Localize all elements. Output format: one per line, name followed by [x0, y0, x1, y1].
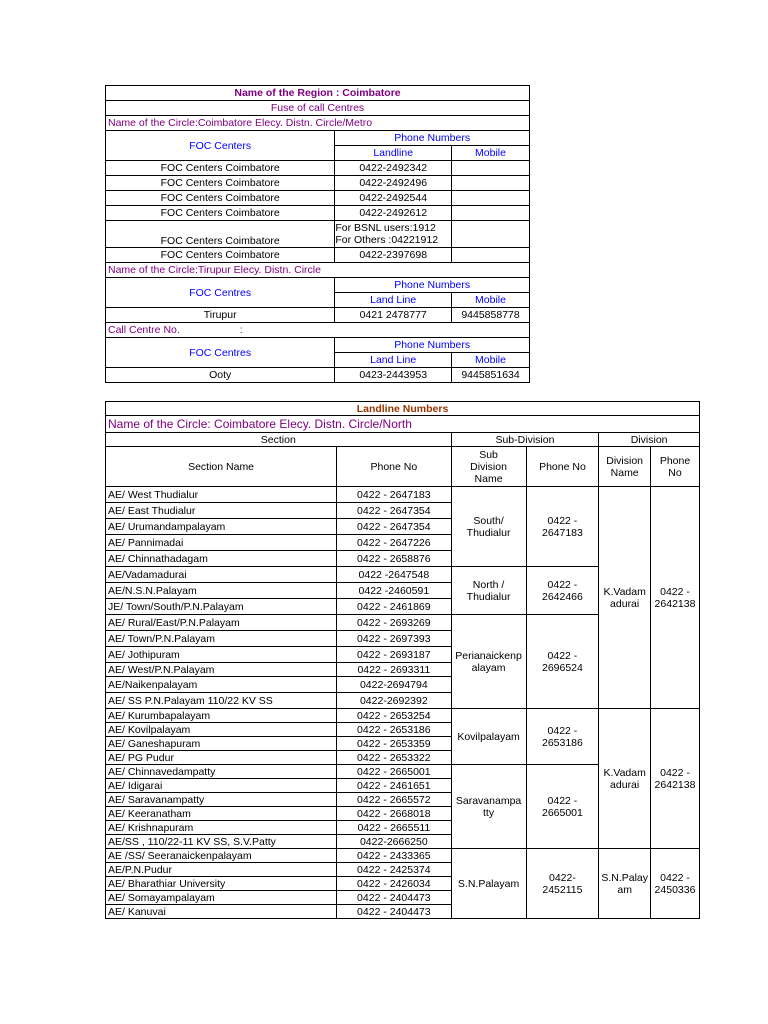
table-row — [106, 206, 530, 221]
section-name: AE/SS , 110/22-11 KV SS, S.V.Patty — [106, 835, 337, 849]
foc-centres-header: FOC Centres — [106, 278, 335, 308]
section-name: AE/ Chinnavedampatty — [106, 765, 337, 779]
cell-line: 2642138 — [654, 778, 696, 791]
section-phone: 0422 - 2647183 — [337, 487, 451, 503]
cell-line: 0422 - — [547, 578, 578, 591]
cell-line: alayam — [471, 661, 506, 674]
section-phone: 0422 - 2693269 — [337, 615, 451, 631]
ooty-name: Ooty — [106, 368, 335, 383]
section-phone: 0422 - 2433365 — [337, 849, 451, 863]
section-name: AE/ West Thudialur — [106, 487, 337, 503]
foc-centres-header: FOC Centres — [106, 338, 335, 368]
ooty-landline: 0423-2443953 — [335, 368, 452, 383]
section-phone: 0422-2692392 — [337, 693, 451, 709]
cell-line: 0422 - — [547, 649, 578, 662]
phone-numbers-header: Phone Numbers — [335, 131, 530, 146]
north-circle-table — [105, 401, 700, 919]
phone-numbers-header: Phone Numbers — [335, 278, 530, 293]
section-phone: 0422 - 2653186 — [337, 723, 451, 737]
subdivision-name — [451, 849, 526, 919]
cell-line: 2450336 — [654, 883, 696, 896]
subdivision-phone — [526, 765, 599, 849]
subdivision-name — [451, 765, 526, 849]
section-name: AE/ Urumandampalayam — [106, 519, 337, 535]
division-name — [599, 709, 651, 849]
section-phone: 0422 - 2693311 — [337, 663, 451, 677]
section-name: AE/ Jothipuram — [106, 647, 337, 663]
section-name: AE/ Kanuvai — [106, 905, 337, 919]
subdivision-phone — [526, 849, 599, 919]
foc-landline: 0422-2492612 — [335, 206, 452, 221]
division-phone — [651, 849, 700, 919]
section-phone: 0422 - 2404473 — [337, 905, 451, 919]
section-phone: 0422 - 2668018 — [337, 807, 451, 821]
tirupur-name: Tirupur — [106, 308, 335, 323]
cell-line: Perianaickenp — [455, 649, 522, 662]
foc-mobile — [452, 191, 530, 206]
section-phone: 0422 - 2653322 — [337, 751, 451, 765]
division-name — [599, 849, 651, 919]
section-name: AE/ East Thudialur — [106, 503, 337, 519]
header-line: Division — [470, 460, 507, 473]
subdivision-header: Sub-Division — [451, 433, 599, 447]
subdivision-phone-header: Phone No — [526, 447, 599, 487]
section-phone: 0422 - 2665572 — [337, 793, 451, 807]
cell-line: 2665001 — [541, 806, 583, 819]
region-title: Name of the Region : Coimbatore — [106, 86, 530, 101]
subdivision-phone — [526, 709, 599, 765]
section-name: AE/ Chinnathadagam — [106, 551, 337, 567]
ooty-mobile: 9445851634 — [452, 368, 530, 383]
header-line: Name — [474, 472, 503, 485]
cell-line: 2642138 — [654, 597, 696, 610]
division-phone-header — [651, 447, 700, 487]
header-line: Sub — [479, 448, 498, 461]
subdivision-name — [451, 487, 526, 567]
cell-line: 0422 - — [660, 585, 690, 598]
section-phone: 0422 - 2658876 — [337, 551, 451, 567]
cell-line: adurai — [610, 597, 640, 610]
cell-line: 0422 - — [660, 871, 690, 884]
header-line: Name — [610, 466, 639, 479]
cell-line: S.N.Palay — [601, 871, 648, 884]
division-header: Division — [599, 433, 700, 447]
table-row — [106, 191, 530, 206]
foc-mobile — [452, 221, 530, 248]
cell-line: tty — [483, 806, 495, 819]
section-name-header: Section Name — [106, 447, 337, 487]
section-phone: 0422 - 2647226 — [337, 535, 451, 551]
section-phone: 0422 - 2697393 — [337, 631, 451, 647]
section-phone: 0422 - 2647354 — [337, 503, 451, 519]
section-name: AE /SS/ Seeranaickenpalayam — [106, 849, 337, 863]
foc-landline: 0422-2492342 — [335, 161, 452, 176]
call-centre-colon: : — [239, 324, 243, 336]
region-subtitle: Fuse of call Centres — [106, 101, 530, 116]
section-name: AE/ Idigarai — [106, 779, 337, 793]
header-line: No — [668, 466, 682, 479]
foc-center-name: FOC Centers Coimbatore — [106, 248, 335, 263]
section-phone: 0422 - 2461869 — [337, 599, 451, 615]
table-row — [106, 161, 530, 176]
table-row — [106, 176, 530, 191]
section-header: Section — [106, 433, 452, 447]
section-phone: 0422 -2647548 — [337, 567, 451, 583]
cell-line: 2647183 — [541, 526, 583, 539]
cell-line: K.Vadam — [603, 766, 646, 779]
subdivision-name-header — [451, 447, 526, 487]
foc-center-name: FOC Centers Coimbatore — [106, 161, 335, 176]
cell-line: 0422 - — [547, 514, 578, 527]
section-name: AE/ Rural/East/P.N.Palayam — [106, 615, 337, 631]
division-name-header — [599, 447, 651, 487]
section-phone: 0422 - 2665511 — [337, 821, 451, 835]
circle-north-heading: Name of the Circle: Coimbatore Elecy. Distn. Circle/North — [106, 416, 700, 433]
cell-line: Saravanampa — [455, 794, 522, 807]
cell-line: Kovilpalayam — [457, 730, 520, 743]
foc-center-name: FOC Centers Coimbatore — [106, 191, 335, 206]
section-phone: 0422 -2460591 — [337, 583, 451, 599]
foc-landline — [335, 221, 452, 248]
tirupur-landline: 0421 2478777 — [335, 308, 452, 323]
cell-line: Thudialur — [466, 526, 511, 539]
mobile-header: Mobile — [452, 293, 530, 308]
section-name: AE/ Pannimadai — [106, 535, 337, 551]
cell-line: 2642466 — [541, 590, 583, 603]
foc-center-name: FOC Centers Coimbatore — [106, 176, 335, 191]
cell-line: Thudialur — [466, 590, 511, 603]
section-name: AE/ Saravanampatty — [106, 793, 337, 807]
subdivision-phone — [526, 567, 599, 615]
section-name: AE/N.S.N.Palayam — [106, 583, 337, 599]
header-line: Division — [606, 454, 644, 467]
subdivision-phone — [526, 487, 599, 567]
section-name: AE/ Keeranatham — [106, 807, 337, 821]
section-name: AE/ Somayampalayam — [106, 891, 337, 905]
division-phone — [651, 487, 700, 709]
land-line-header: Land Line — [335, 353, 452, 368]
section-phone: 0422 - 2653254 — [337, 709, 451, 723]
phone-numbers-header: Phone Numbers — [335, 338, 530, 353]
header-line: Phone — [659, 454, 691, 467]
section-name: AE/Vadamadurai — [106, 567, 337, 583]
section-name: AE/ Krishnapuram — [106, 821, 337, 835]
foc-center-name: FOC Centers Coimbatore — [106, 221, 335, 248]
foc-mobile — [452, 248, 530, 263]
foc-mobile — [452, 161, 530, 176]
foc-landline: 0422-2492496 — [335, 176, 452, 191]
subdivision-phone — [526, 615, 599, 709]
section-phone: 0422 - 2425374 — [337, 863, 451, 877]
subdivision-name — [451, 709, 526, 765]
cell-line: 0422- — [549, 871, 576, 884]
land-line-header: Land Line — [335, 293, 452, 308]
section-phone: 0422 - 2693187 — [337, 647, 451, 663]
mobile-header: Mobile — [452, 146, 530, 161]
subdivision-name — [451, 615, 526, 709]
table-row — [106, 308, 530, 323]
subdivision-name — [451, 567, 526, 615]
section-name: AE/ Kurumbapalayam — [106, 709, 337, 723]
others-number: For Others :04221912 — [335, 234, 439, 246]
bsnl-users-number: For BSNL users:1912 — [335, 222, 436, 234]
cell-line: 2452115 — [542, 883, 583, 896]
mobile-header: Mobile — [452, 353, 530, 368]
section-name: AE/ PG Pudur — [106, 751, 337, 765]
cell-line: 0422 - — [547, 724, 578, 737]
foc-landline: 0422-2492544 — [335, 191, 452, 206]
section-phone: 0422-2694794 — [337, 677, 451, 693]
foc-mobile — [452, 176, 530, 191]
table-row — [106, 248, 530, 263]
cell-line: adurai — [610, 778, 640, 791]
foc-centers-header: FOC Centers — [106, 131, 335, 161]
foc-landline: 0422-2397698 — [335, 248, 452, 263]
landline-numbers-heading: Landline Numbers — [106, 402, 700, 416]
landline-header: Landline — [335, 146, 452, 161]
circle-tirupur-heading: Name of the Circle:Tirupur Elecy. Distn. Circle — [106, 263, 530, 278]
table-row — [106, 487, 700, 503]
cell-line: South/ — [473, 514, 504, 527]
coimbatore-region-table — [105, 85, 530, 383]
section-name: AE/Naikenpalayam — [106, 677, 337, 693]
tirupur-mobile: 9445858778 — [452, 308, 530, 323]
call-centre-heading — [106, 323, 530, 338]
section-name: AE/ West/P.N.Palayam — [106, 663, 337, 677]
division-name — [599, 487, 651, 709]
section-phone: 0422 - 2665001 — [337, 765, 451, 779]
cell-line: 0422 - — [660, 766, 690, 779]
cell-line: 2653186 — [541, 736, 583, 749]
cell-line: K.Vadam — [603, 585, 646, 598]
cell-line: S.N.Palayam — [457, 877, 520, 890]
phone-no-header: Phone No — [337, 447, 451, 487]
section-name: AE/P.N.Pudur — [106, 863, 337, 877]
section-name: AE/ Ganeshapuram — [106, 737, 337, 751]
call-centre-label: Call Centre No. — [108, 324, 180, 336]
cell-line: 2696524 — [541, 661, 583, 674]
section-name: AE/ Town/P.N.Palayam — [106, 631, 337, 647]
section-phone: 0422 - 2461651 — [337, 779, 451, 793]
foc-mobile — [452, 206, 530, 221]
section-phone: 0422 - 2653359 — [337, 737, 451, 751]
table-row — [106, 368, 530, 383]
section-name: JE/ Town/South/P.N.Palayam — [106, 599, 337, 615]
section-name: AE/ Bharathiar University — [106, 877, 337, 891]
table-row — [106, 849, 700, 863]
foc-center-name: FOC Centers Coimbatore — [106, 206, 335, 221]
section-phone: 0422 - 2404473 — [337, 891, 451, 905]
section-name: AE/ SS P.N.Palayam 110/22 KV SS — [106, 693, 337, 709]
table-row — [106, 221, 530, 248]
cell-line: 0422 - — [547, 794, 578, 807]
section-phone: 0422-2666250 — [337, 835, 451, 849]
section-name: AE/ Kovilpalayam — [106, 723, 337, 737]
section-phone: 0422 - 2426034 — [337, 877, 451, 891]
table-row — [106, 709, 700, 723]
cell-line: am — [617, 883, 632, 896]
cell-line: North / — [472, 578, 505, 591]
circle-metro-heading: Name of the Circle:Coimbatore Elecy. Distn. Circle/Metro — [106, 116, 530, 131]
section-phone: 0422 - 2647354 — [337, 519, 451, 535]
division-phone — [651, 709, 700, 849]
